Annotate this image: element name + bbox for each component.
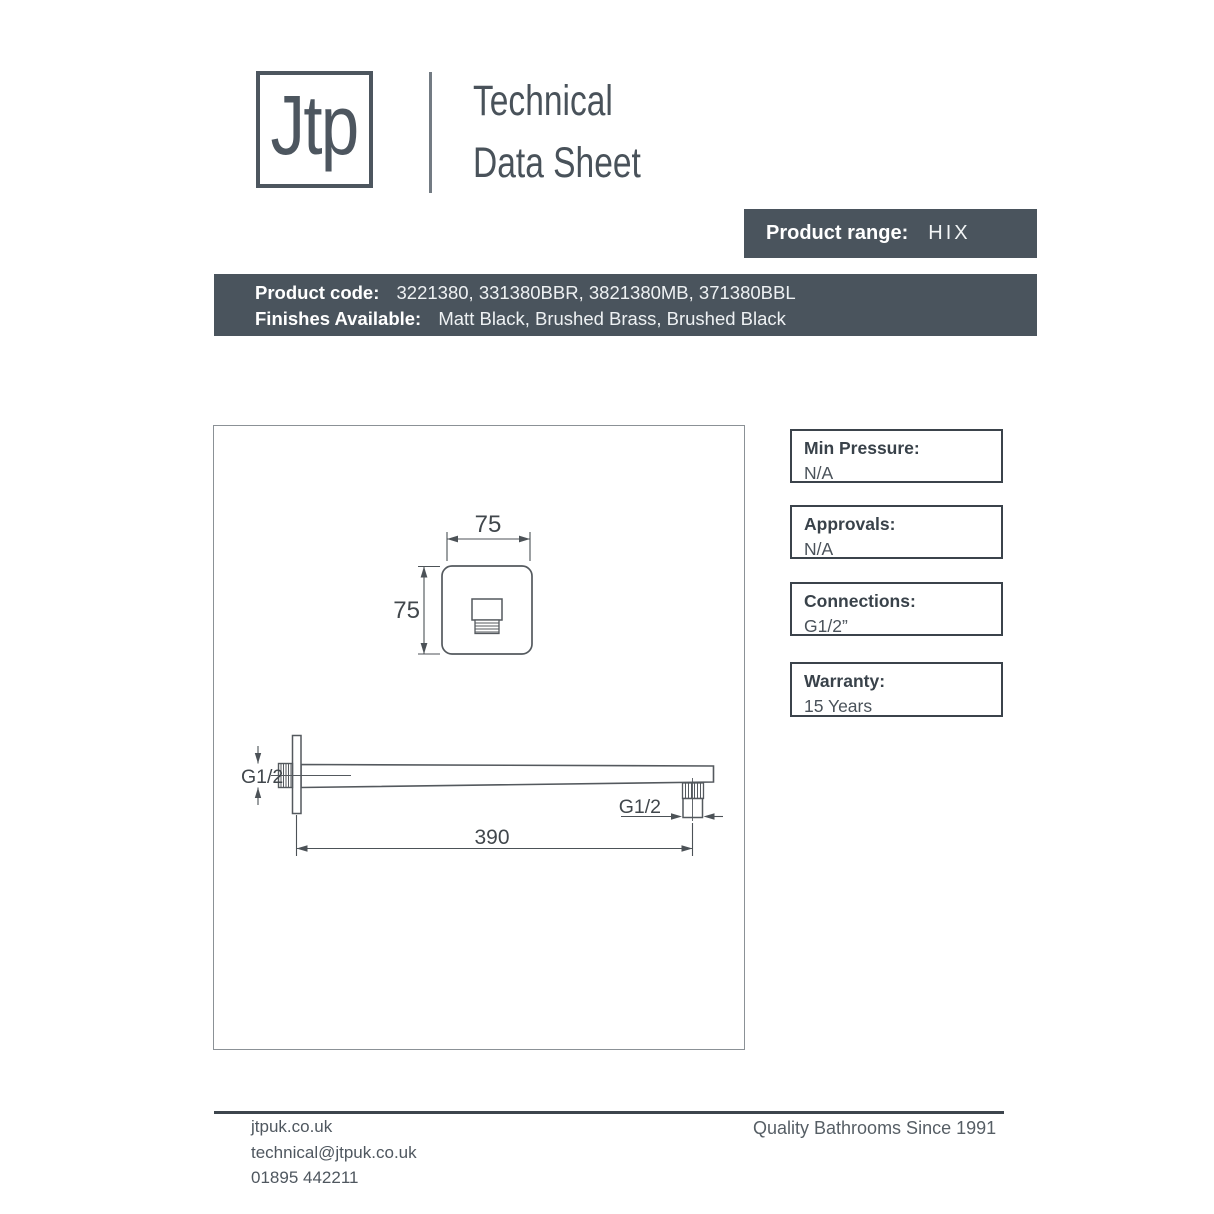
- header-divider: [429, 72, 432, 193]
- spec-label-connections: Connections:: [804, 591, 916, 611]
- spec-label-warranty: Warranty:: [804, 671, 886, 691]
- side-view-drawing: [241, 736, 723, 857]
- dim-height-75: [418, 567, 440, 655]
- spec-box-warranty: [790, 662, 1003, 717]
- footer-phone: 01895 442211: [251, 1168, 359, 1187]
- spec-label-approvals: Approvals:: [804, 514, 896, 534]
- spec-box-connections: [790, 582, 1003, 636]
- spec-value-approvals: N/A: [804, 539, 834, 559]
- dim-height-value: 75: [393, 597, 420, 624]
- shower-arm-drawing: [214, 426, 744, 1049]
- footer-tagline: Quality Bathrooms Since 1991: [753, 1118, 997, 1138]
- page-title-line1: Technical: [473, 77, 613, 125]
- page-title-line2: Data Sheet: [473, 139, 641, 187]
- product-range-banner: [744, 209, 1037, 258]
- product-range-value: HIX: [928, 222, 971, 244]
- spec-value-warranty: 15 Years: [804, 696, 873, 716]
- footer-website: jtpuk.co.uk: [251, 1117, 333, 1136]
- top-view-drawing: [393, 511, 532, 654]
- product-code-value: 3221380, 331380BBR, 3821380MB, 371380BBL: [396, 282, 796, 303]
- product-code-label: Product code:: [255, 282, 380, 303]
- jtp-logo-text: Jtp: [271, 77, 358, 172]
- page-title: [473, 70, 641, 194]
- finishes-value: Matt Black, Brushed Brass, Brushed Black: [438, 308, 786, 329]
- spec-box-approvals: [790, 505, 1003, 559]
- footer-email: technical@jtpuk.co.uk: [251, 1142, 417, 1162]
- spec-value-min-pressure: N/A: [804, 463, 834, 483]
- spec-value-connections: G1/2”: [804, 616, 848, 636]
- spec-label-min-pressure: Min Pressure:: [804, 438, 920, 458]
- product-range-label: Product range:: [766, 222, 909, 244]
- outlet-thread-label: G1/2: [618, 796, 661, 818]
- jtp-logo: [256, 71, 373, 188]
- technical-drawing-panel: [213, 425, 745, 1050]
- spec-box-min-pressure: [790, 429, 1003, 483]
- length-dim-value: 390: [474, 826, 510, 849]
- footer-contact-block: [251, 1114, 417, 1191]
- product-code-banner: [214, 274, 1037, 336]
- wall-thread-label: G1/2: [241, 766, 284, 788]
- dim-width-value: 75: [474, 511, 502, 538]
- finishes-label: Finishes Available:: [255, 308, 422, 329]
